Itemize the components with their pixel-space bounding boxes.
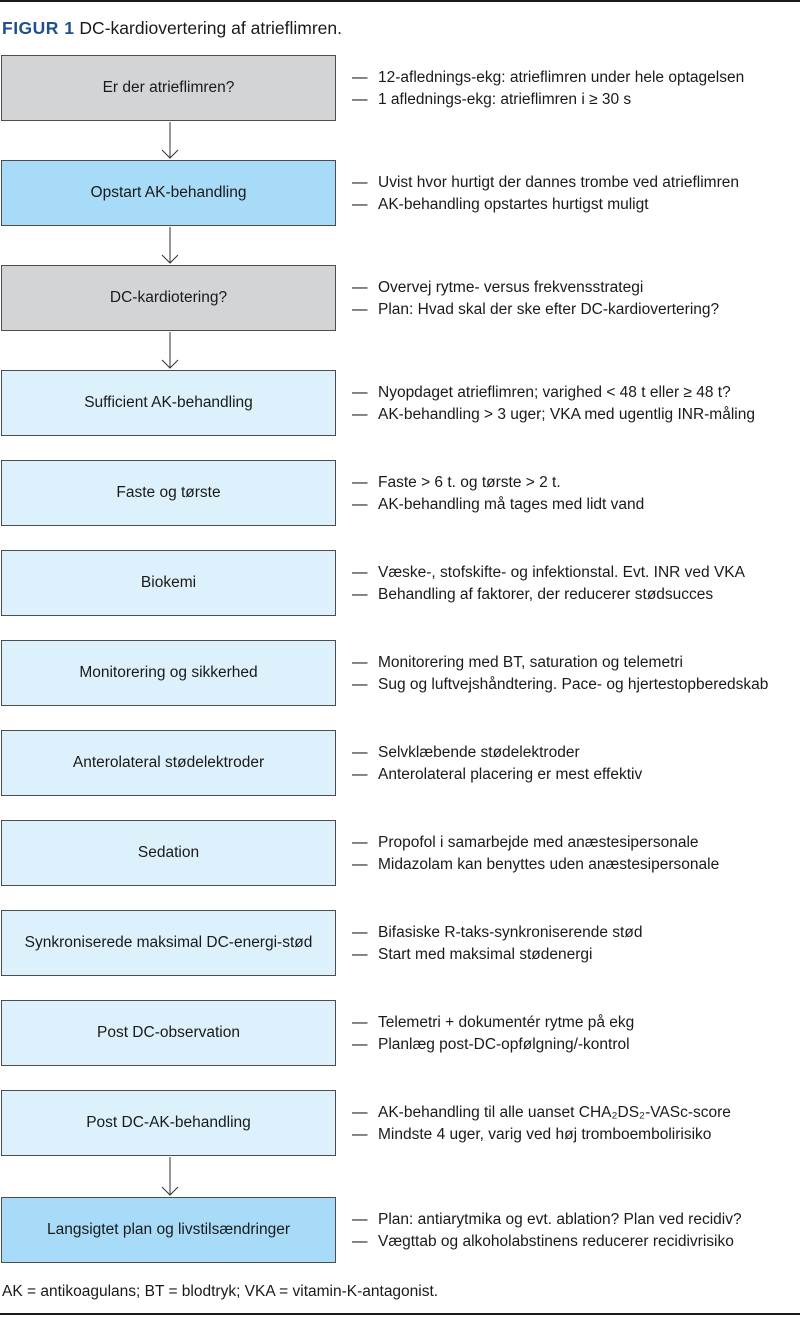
dash-icon: — [352,496,368,513]
step-bullets [352,742,800,786]
step-bullets [352,1209,800,1253]
flow-step-12 [0,1090,800,1158]
down-arrow-icon [160,227,180,265]
step-box-atrial-fibrillation-check: Er der atrieflimren? [1,55,336,121]
bullet-item: — Behandling af faktorer, der reducerer stødsucces [352,584,800,606]
bullet-item: — 12-aflednings-ekg: atrieflimren under hele optagelsen [352,67,800,89]
step-box-sedation: Sedation [1,820,336,886]
dash-icon: — [352,69,368,86]
bullet-item: — Start med maksimal stødenergi [352,944,800,966]
dash-icon: — [352,924,368,941]
step-box-dc-cardioversion-decision: DC-kardiotering? [1,265,336,331]
dash-icon: — [352,279,368,296]
step-box-biochemistry: Biokemi [1,550,336,616]
bullet-item: — Telemetri + dokumentér rytme på ekg [352,1012,800,1034]
bullet-item: — Monitorering med BT, saturation og telemetri [352,652,800,674]
step-box-post-dc-anticoagulation: Post DC-AK-behandling [1,1090,336,1156]
bullet-item: — Selvklæbende stødelektroder [352,742,800,764]
dash-icon: — [352,1211,368,1228]
top-rule [0,0,800,2]
step-bullets [352,472,800,516]
dash-icon: — [352,301,368,318]
bullet-item: — Uvist hvor hurtigt der dannes trombe ved atrieflimren [352,172,800,194]
dash-icon: — [352,654,368,671]
dash-icon: — [352,564,368,581]
bullet-item: — Midazolam kan benyttes uden anæstesipersonale [352,854,800,876]
bullet-item: — Sug og luftvejshåndtering. Pace- og hjertestopberedskab [352,674,800,696]
step-box-start-anticoagulation: Opstart AK-behandling [1,160,336,226]
flow-step-9 [0,820,800,888]
flow-step-1 [0,55,800,123]
step-bullets [352,172,800,216]
step-bullets [352,382,800,426]
bullet-item: — Vægttab og alkoholabstinens reducerer recidivrisiko [352,1231,800,1253]
down-arrow-icon [160,1157,180,1197]
flow-step-7 [0,640,800,708]
dash-icon: — [352,384,368,401]
step-box-monitoring-safety: Monitorering og sikkerhed [1,640,336,706]
flow-step-11 [0,1000,800,1068]
step-box-electrodes: Anterolateral stødelektroder [1,730,336,796]
step-bullets [352,1102,800,1146]
bottom-rule [0,1313,800,1315]
step-box-fasting: Faste og tørste [1,460,336,526]
bullet-item: — Faste > 6 t. og tørste > 2 t. [352,472,800,494]
dash-icon: — [352,406,368,423]
figure-title [2,18,342,39]
down-arrow-icon [160,122,180,160]
bullet-item: — AK-behandling må tages med lidt vand [352,494,800,516]
bullet-item: — AK-behandling til alle uanset CHA₂DS₂-VASc-score [352,1102,800,1124]
step-box-synchronized-shock: Synkroniserede maksimal DC-energi-stød [1,910,336,976]
figure-label: FIGUR 1 [2,18,75,38]
bullet-item: — Propofol i samarbejde med anæstesipersonale [352,832,800,854]
dash-icon: — [352,744,368,761]
dash-icon: — [352,676,368,693]
dash-icon: — [352,174,368,191]
dash-icon: — [352,1233,368,1250]
dash-icon: — [352,766,368,783]
flow-step-5 [0,460,800,528]
dash-icon: — [352,946,368,963]
flow-step-6 [0,550,800,618]
figure-caption: DC-kardiovertering af atrieflimren. [79,18,343,38]
step-bullets [352,67,800,111]
flow-step-10 [0,910,800,978]
bullet-item: — Nyopdaget atrieflimren; varighed < 48 t eller ≥ 48 t? [352,382,800,404]
step-bullets [352,562,800,606]
dash-icon: — [352,1104,368,1121]
dash-icon: — [352,1036,368,1053]
dash-icon: — [352,586,368,603]
step-bullets [352,832,800,876]
step-box-post-dc-observation: Post DC-observation [1,1000,336,1066]
flow-step-13 [0,1197,800,1265]
bullet-item: — AK-behandling > 3 uger; VKA med ugentlig INR-måling [352,404,800,426]
bullet-item: — Planlæg post-DC-opfølgning/-kontrol [352,1034,800,1056]
step-box-long-term-plan: Langsigtet plan og livstilsændringer [1,1197,336,1263]
step-bullets [352,277,800,321]
flow-step-3 [0,265,800,333]
flow-step-8 [0,730,800,798]
bullet-item: — 1 aflednings-ekg: atrieflimren i ≥ 30 s [352,89,800,111]
step-bullets [352,1012,800,1056]
flow-step-2 [0,160,800,228]
bullet-item: — Plan: Hvad skal der ske efter DC-kardiovertering? [352,299,800,321]
bullet-item: — AK-behandling opstartes hurtigst muligt [352,194,800,216]
step-box-sufficient-anticoagulation: Sufficient AK-behandling [1,370,336,436]
step-bullets [352,922,800,966]
dash-icon: — [352,474,368,491]
flow-step-4 [0,370,800,438]
dash-icon: — [352,91,368,108]
bullet-item: — Anterolateral placering er mest effektiv [352,764,800,786]
footnote-abbreviations: AK = antikoagulans; BT = blodtryk; VKA = vitamin-K-antagonist. [2,1283,439,1300]
dash-icon: — [352,834,368,851]
down-arrow-icon [160,332,180,370]
step-bullets [352,652,800,696]
dash-icon: — [352,856,368,873]
bullet-item: — Mindste 4 uger, varig ved høj tromboembolirisiko [352,1124,800,1146]
dash-icon: — [352,1014,368,1031]
bullet-item: — Plan: antiarytmika og evt. ablation? Plan ved recidiv? [352,1209,800,1231]
dash-icon: — [352,196,368,213]
bullet-item: — Bifasiske R-taks-synkroniserende stød [352,922,800,944]
bullet-item: — Væske-, stofskifte- og infektionstal. Evt. INR ved VKA [352,562,800,584]
dash-icon: — [352,1126,368,1143]
bullet-item: — Overvej rytme- versus frekvensstrategi [352,277,800,299]
